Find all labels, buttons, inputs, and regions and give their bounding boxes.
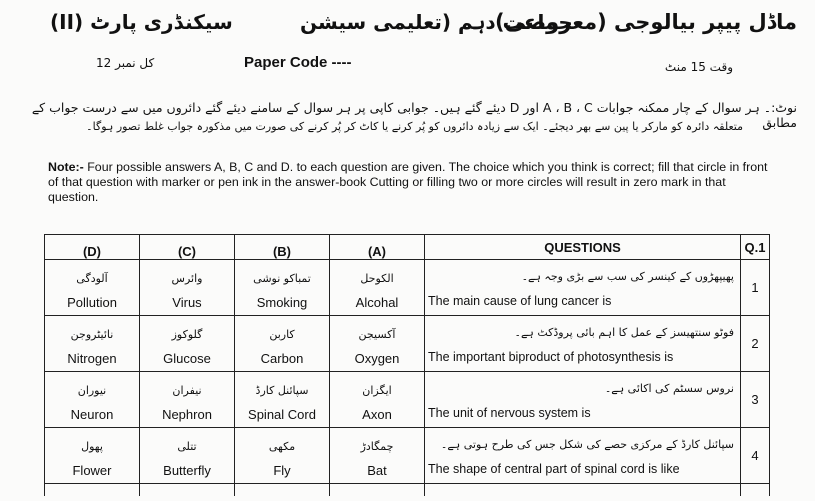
question-english: The main cause of lung cancer is: [428, 294, 612, 308]
option-a-urdu: ایگزان: [362, 384, 392, 397]
table-row: [45, 428, 770, 484]
option-c: [140, 428, 235, 484]
option-b-urdu: سپائنل کارڈ: [255, 384, 309, 397]
question-urdu: فوٹو سنتھیسز کے عمل کا اہم بائی پروڈکٹ ہے۔: [514, 326, 734, 339]
option-a-urdu: الکوحل: [360, 272, 394, 285]
note-label: Note:-: [48, 160, 84, 174]
cut-cell: [140, 484, 235, 497]
question-urdu: سپائنل کارڈ کے مرکزی حصے کی شکل جس کی طرح ہوتی ہے۔: [440, 438, 734, 451]
total-marks: کل نمبر 12: [96, 56, 155, 70]
class-session: جماعت دہم (تعلیمی سیشن: [300, 10, 573, 34]
table-header-row: [45, 235, 770, 260]
option-a: [330, 428, 425, 484]
option-c-urdu: تتلی: [177, 440, 197, 453]
option-c: [140, 372, 235, 428]
header-c: (C): [140, 235, 235, 260]
cut-cell: [741, 484, 770, 497]
time-label: وقت 15 منٹ: [664, 60, 733, 74]
header-a: (A): [330, 235, 425, 260]
option-a: [330, 260, 425, 316]
option-d-urdu: پھول: [81, 440, 103, 453]
cut-cell: [425, 484, 741, 497]
question-urdu: نروس سسٹم کی اکائی ہے۔: [604, 382, 734, 395]
paper-title: ماڈل پیپر بیالوجی (معروضی): [495, 10, 797, 34]
table-row: [45, 372, 770, 428]
question-cell: [425, 316, 741, 372]
urdu-note-line-2: متعلقہ دائرہ کو مارکر یا پین سے بھر دیجئے۔ ایک سے زیادہ دائروں کو پُر کرنے یا کاٹ کر پُر کرنے کی صورت میں مذکورہ جواب غلط تصور ہوگا۔: [86, 120, 743, 133]
option-c-urdu: گلوکوز: [171, 328, 203, 341]
question-number: 3: [741, 372, 770, 428]
cut-cell: [330, 484, 425, 497]
option-a-english: Bat: [367, 463, 387, 478]
option-c: [140, 316, 235, 372]
option-d-urdu: نیوران: [77, 384, 107, 397]
option-a-english: Axon: [362, 407, 392, 422]
question-cell: [425, 260, 741, 316]
option-b: [235, 316, 330, 372]
option-c-urdu: نیفران: [172, 384, 202, 397]
question-english: The shape of central part of spinal cord is like: [428, 462, 680, 476]
option-c-english: Virus: [172, 295, 202, 310]
option-a-english: Alcohal: [355, 295, 399, 310]
option-c-english: Nephron: [162, 407, 212, 422]
option-b-english: Spinal Cord: [248, 407, 316, 422]
option-a-urdu: آکسیجن: [358, 328, 396, 341]
mcq-table: [44, 234, 770, 496]
option-c-english: Butterfly: [163, 463, 211, 478]
header-b: (B): [235, 235, 330, 260]
option-d-urdu: آلودگی: [76, 272, 108, 285]
question-english: The unit of nervous system is: [428, 406, 591, 420]
option-b-urdu: تمباکو نوشی: [253, 272, 311, 285]
option-b: [235, 372, 330, 428]
option-a: [330, 316, 425, 372]
option-a: [330, 372, 425, 428]
option-d-english: Pollution: [67, 295, 117, 310]
option-b: [235, 428, 330, 484]
option-b-urdu: مکھی: [268, 440, 296, 453]
option-d-english: Nitrogen: [67, 351, 117, 366]
option-d: [45, 260, 140, 316]
question-number: 1: [741, 260, 770, 316]
header-d: (D): [45, 235, 140, 260]
question-cell: [425, 428, 741, 484]
question-number: 2: [741, 316, 770, 372]
option-c: [140, 260, 235, 316]
option-b-english: Fly: [273, 463, 291, 478]
option-d-english: Flower: [72, 463, 112, 478]
option-c-urdu: وائرس: [171, 272, 203, 285]
option-b: [235, 260, 330, 316]
question-number: 4: [741, 428, 770, 484]
option-b-english: Carbon: [260, 351, 304, 366]
option-d-urdu: نائیٹروجن: [70, 328, 114, 341]
table-row: [45, 260, 770, 316]
option-a-english: Oxygen: [354, 351, 400, 366]
option-c-english: Glucose: [163, 351, 211, 366]
cut-cell: [45, 484, 140, 497]
urdu-note-line-1: نوٹ:۔ ہر سوال کے چار ممکنہ جوابات A ، B ، C اور D دیئے گئے ہیں۔ جوابی کاپی پر ہر سوال کے سامنے دیئے گئے دائروں میں سے درست جواب کے مطابق: [31, 100, 797, 130]
question-cell: [425, 372, 741, 428]
option-d-english: Neuron: [70, 407, 114, 422]
note-text: Four possible answers A, B, C and D. to each question are given. The choice which you think is correct; fill that circle in front of that question with marker or pen ink in the answer-book Cutting or filling two or more circles will result in zero mark in that question.: [48, 160, 768, 204]
option-b-english: Smoking: [256, 295, 308, 310]
option-d: [45, 428, 140, 484]
paper-code: Paper Code ----: [244, 54, 352, 71]
header-q: Q.1: [741, 235, 770, 260]
question-urdu: پھیپھڑوں کے کینسر کی سب سے بڑی وجہ ہے۔: [521, 270, 734, 283]
english-note: [48, 160, 768, 205]
option-a-urdu: چمگادڑ: [360, 440, 394, 453]
option-d: [45, 316, 140, 372]
table-row: [45, 316, 770, 372]
option-b-urdu: کاربن: [269, 328, 295, 341]
cut-cell: [235, 484, 330, 497]
part-label: سیکنڈری پارٹ (II): [50, 10, 233, 34]
option-d: [45, 372, 140, 428]
question-english: The important biproduct of photosynthesis is: [428, 350, 674, 364]
table-row-cutoff: [45, 484, 770, 497]
header-questions: QUESTIONS: [425, 235, 741, 260]
